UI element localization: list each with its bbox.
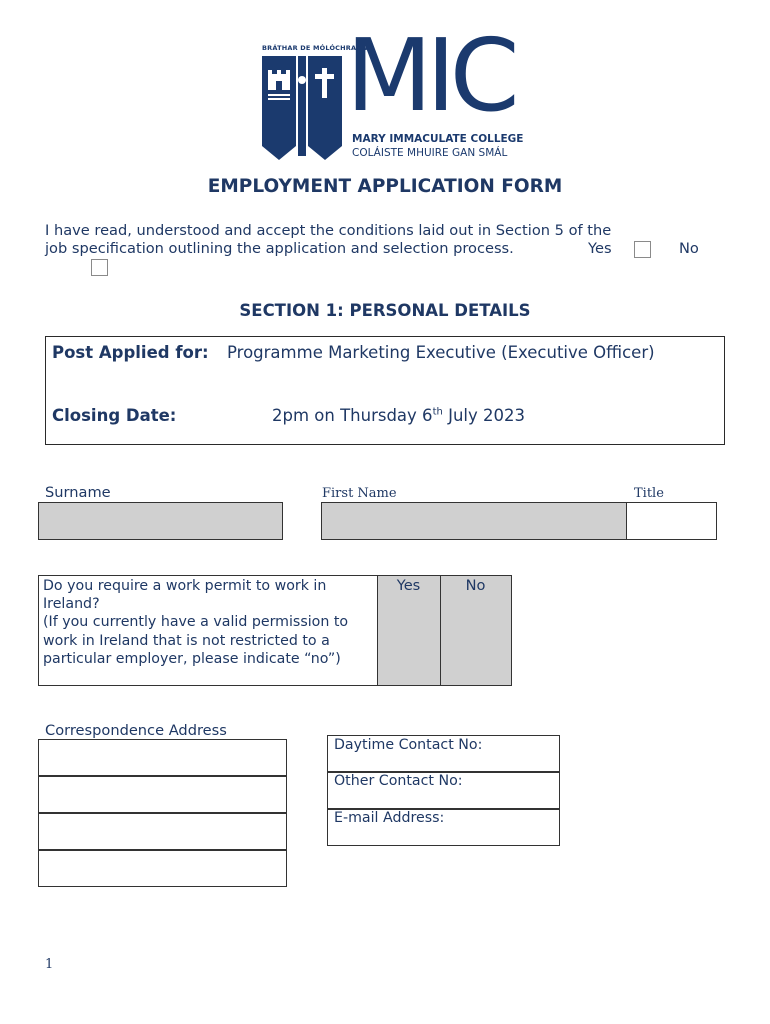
address-line-2-field[interactable]: [38, 776, 287, 813]
post-applied-value: Programme Marketing Executive (Executive Officer): [227, 343, 655, 362]
intro-yes-label: Yes: [588, 240, 612, 257]
title-label: Title: [634, 486, 664, 501]
first-name-field[interactable]: [321, 502, 627, 540]
intro-no-checkbox[interactable]: [91, 259, 108, 276]
address-line-4-field[interactable]: [38, 850, 287, 887]
other-contact-label: Other Contact No:: [334, 773, 463, 789]
form-title: EMPLOYMENT APPLICATION FORM: [207, 176, 563, 197]
section-1-heading: SECTION 1: PERSONAL DETAILS: [239, 301, 531, 320]
address-line-1-field[interactable]: [38, 739, 287, 776]
first-name-label: First Name: [322, 486, 397, 501]
post-applied-label: Post Applied for:: [52, 343, 209, 362]
closing-date-month: July 2023: [442, 406, 525, 425]
title-field[interactable]: [626, 502, 717, 540]
daytime-contact-label: Daytime Contact No:: [334, 737, 483, 753]
surname-field[interactable]: [38, 502, 283, 540]
closing-date-suffix: th: [432, 406, 443, 418]
closing-date-text: 2pm on Thursday 6: [272, 406, 433, 425]
closing-date-label: Closing Date:: [52, 406, 177, 425]
closing-date-value: [272, 406, 525, 425]
page-number: 1: [45, 957, 54, 972]
logo-name-english: MARY IMMACULATE COLLEGE: [352, 133, 524, 145]
intro-no-label: No: [679, 240, 699, 257]
address-label: Correspondence Address: [45, 722, 227, 739]
work-permit-yes-label: Yes: [396, 577, 421, 594]
work-permit-no-label: No: [465, 577, 486, 594]
mic-logo: [260, 50, 350, 162]
intro-line-2: job specification outlining the application and selection process.: [45, 240, 514, 257]
logo-mark: MIC: [346, 17, 514, 134]
intro-line-1: I have read, understood and accept the conditions laid out in Section 5 of the: [45, 222, 612, 239]
email-label: E-mail Address:: [334, 810, 445, 826]
work-permit-question: Do you require a work permit to work in Ireland? (If you currently have a valid permission to work in Ireland that is not restricted to a particular employer, please indicate “no”): [43, 578, 349, 667]
intro-yes-checkbox[interactable]: [634, 241, 651, 258]
intro-text: [45, 222, 611, 258]
logo-top-text: BRÁTHAR DE MÓLÓCHRANN: [262, 44, 368, 52]
logo-name-irish: COLÁISTE MHUIRE GAN SMÁL: [352, 147, 508, 159]
address-line-3-field[interactable]: [38, 813, 287, 850]
surname-label: Surname: [45, 484, 111, 501]
